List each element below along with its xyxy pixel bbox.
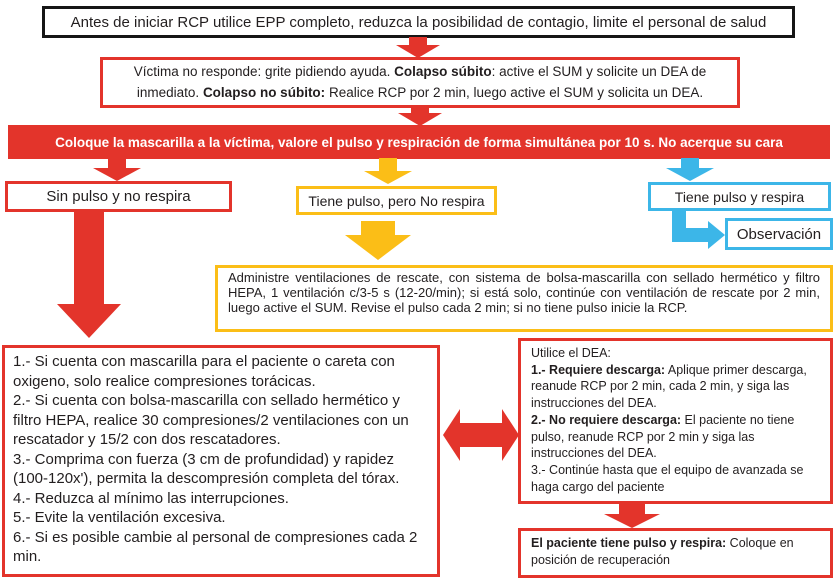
banner-valore-pulso bbox=[8, 125, 830, 159]
text-segment-bold: Colapso súbito bbox=[394, 64, 492, 80]
dea-title: Utilice el DEA: bbox=[531, 346, 611, 360]
node-pulso-respira-text: Tiene pulso y respira bbox=[674, 188, 805, 205]
rcp-item-3: 3.- Comprima con fuerza (3 cm de profundidad) y rapidez (100-120x'), permita la descompresión completa del tórax. bbox=[13, 450, 400, 487]
node-recuperacion-text bbox=[531, 535, 820, 569]
arrow-shaft-horizontal bbox=[672, 228, 708, 242]
text-segment-bold: 1.- Requiere descarga: bbox=[531, 362, 666, 377]
arrow-shaft bbox=[74, 212, 104, 304]
arrow-victima-to-banner bbox=[398, 107, 442, 126]
arrow-sin-pulso-to-rcp bbox=[57, 212, 121, 338]
node-sin-pulso-no-respira bbox=[5, 181, 232, 212]
arrow-head-left bbox=[443, 409, 460, 461]
node-epp-text: Antes de iniciar RCP utilice EPP completo, reduzca la posibilidad de contagio, limite el personal de salud bbox=[70, 13, 767, 31]
rcp-item-5: 5.- Evite la ventilación excesiva. bbox=[13, 509, 226, 526]
arrow-head-right bbox=[502, 409, 519, 461]
node-pulso-y-respira bbox=[648, 182, 831, 211]
text-segment-bold: Colapso no súbito: bbox=[202, 84, 326, 100]
arrow-shaft bbox=[379, 158, 397, 171]
text-segment: Realice RCP por 2 min, luego active el SUM y solicita un DEA. bbox=[325, 84, 704, 100]
node-epp-precaution bbox=[42, 6, 795, 38]
node-pulso-no-respira-text: Tiene pulso, pero No respira bbox=[308, 192, 485, 209]
arrow-banner-to-sin-pulso bbox=[93, 158, 141, 181]
arrow-head bbox=[708, 221, 725, 249]
arrow-head bbox=[364, 171, 412, 184]
arrow-pulso-no-respira-to-ventilaciones bbox=[345, 221, 411, 260]
node-sin-pulso-text: Sin pulso y no respira bbox=[46, 188, 191, 205]
node-observacion bbox=[725, 218, 833, 250]
dea-item-3 bbox=[531, 462, 820, 495]
text-segment: 3.- Continúe hasta que el equipo de avanzada se haga cargo del paciente bbox=[531, 462, 804, 494]
arrow-banner-to-pulso-no-respira bbox=[364, 158, 412, 184]
arrow-shaft bbox=[681, 158, 699, 168]
arrow-shaft bbox=[361, 221, 395, 235]
arrow-shaft bbox=[619, 503, 645, 514]
arrow-dea-to-recuperacion bbox=[604, 503, 660, 528]
arrow-banner-to-pulso-respira bbox=[666, 158, 714, 181]
rcp-item-1: 1.- Si cuenta con mascarilla para el paciente o careta con oxigeno, solo realice compresiones torácicas. bbox=[13, 353, 395, 390]
arrow-rcp-dea-bidirectional bbox=[443, 409, 519, 461]
arrow-shaft bbox=[108, 158, 126, 168]
arrow-head bbox=[93, 168, 141, 181]
node-ventilaciones-rescate bbox=[215, 265, 833, 332]
node-instrucciones-rcp bbox=[2, 345, 440, 577]
arrow-epp-to-victima bbox=[396, 37, 440, 58]
node-victima-text bbox=[109, 62, 731, 103]
text-segment: El paciente no tiene pulso, reanude RCP por 2 min y siga las instrucciones del DEA. bbox=[531, 412, 795, 461]
node-observacion-text: Observación bbox=[736, 225, 822, 243]
text-segment: : active el SUM y solicite un DEA de inmediato. bbox=[136, 64, 707, 100]
dea-item-1 bbox=[531, 362, 820, 412]
text-segment-bold: 2.- No requiere descarga: bbox=[531, 412, 682, 427]
node-ventilaciones-text: Administre ventilaciones de rescate, con sistema de bolsa-mascarilla con sellado hermético y filtro HEPA, 1 ventilación c/3-5 s (12-20/min); si está solo, continúe con ventilación de rescate por 2 min, luego active el SUM. Revise el pulso cada 2 min; si no tiene pulso inicie la RCP. bbox=[228, 270, 820, 315]
arrow-shaft bbox=[459, 423, 503, 447]
text-segment: Víctima no responde: grite pidiendo ayuda. bbox=[133, 64, 395, 80]
rcp-item-2: 2.- Si cuenta con bolsa-mascarilla con sellado hermético y filtro HEPA, realice 30 compresiones/2 ventilaciones con un rescatador y 15/2 con dos rescatadores. bbox=[13, 392, 409, 448]
elbow-arrow-pulso-respira-to-observacion bbox=[672, 210, 725, 250]
rcp-item-4: 4.- Reduzca al mínimo las interrupciones. bbox=[13, 489, 289, 507]
rcp-item-6: 6.- Si es posible cambie al personal de compresiones cada 2 min. bbox=[13, 528, 418, 565]
arrow-head bbox=[604, 514, 660, 528]
text-segment-bold: El paciente tiene pulso y respira: bbox=[531, 536, 727, 550]
arrow-head bbox=[345, 235, 411, 260]
node-pulso-no-respira bbox=[296, 186, 497, 215]
node-posicion-recuperacion bbox=[518, 528, 833, 578]
arrow-shaft bbox=[409, 37, 427, 45]
banner-text: Coloque la mascarilla a la víctima, valore el pulso y respiración de forma simultánea por 10 s. No acerque su cara bbox=[55, 134, 783, 150]
text-segment: Aplique primer descarga, reanude RCP por 2 min, cada 2 min, y siga las instrucciones del DEA. bbox=[531, 362, 807, 411]
dea-item-2 bbox=[531, 412, 820, 462]
node-victima-no-responde bbox=[100, 57, 740, 108]
node-utilice-dea bbox=[518, 338, 833, 504]
text-segment: Coloque en posición de recuperación bbox=[531, 536, 794, 567]
arrow-head bbox=[666, 168, 714, 181]
arrow-head bbox=[57, 304, 121, 338]
